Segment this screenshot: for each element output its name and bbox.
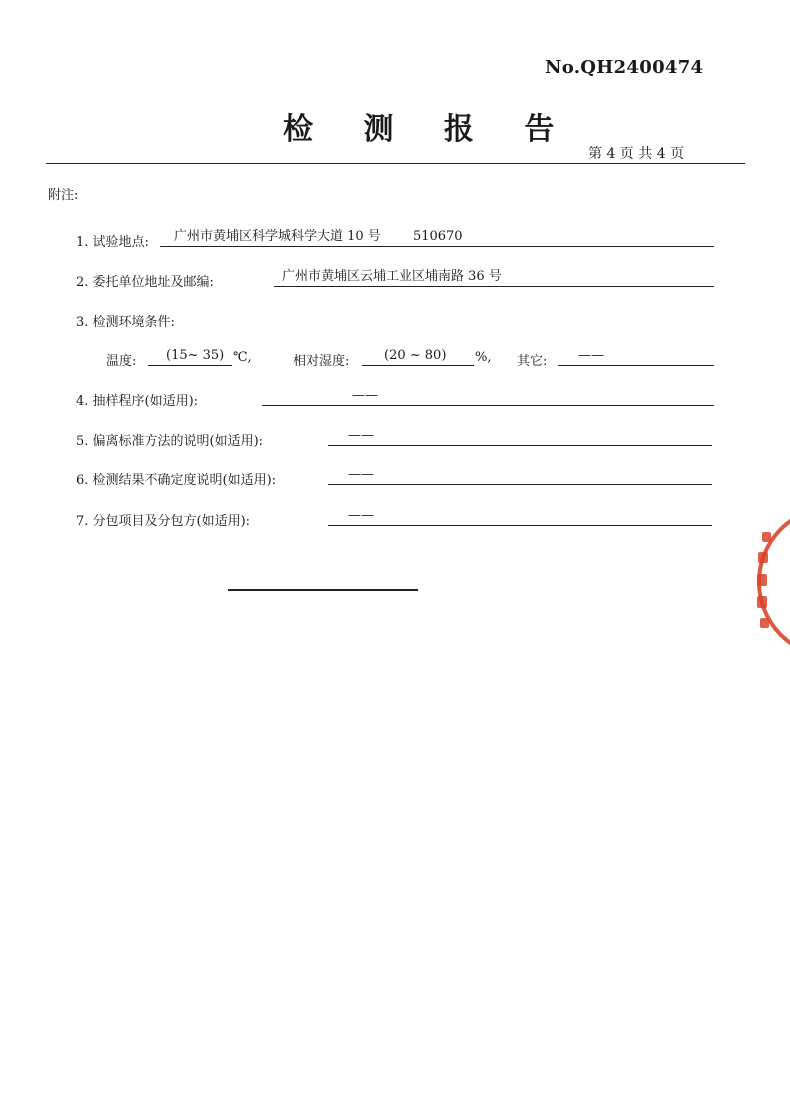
report-number: No.QH2400474	[545, 57, 704, 78]
client-address-value: 广州市黄埔区云埔工业区埔南路 36 号	[282, 269, 502, 284]
temperature-label: 温度:	[106, 354, 137, 369]
sampling-procedure-value: ——	[352, 388, 378, 403]
subcontracting-label: 7. 分包项目及分包方(如适用):	[76, 514, 251, 529]
method-deviation-field	[328, 428, 712, 446]
method-deviation-label: 5. 偏离标准方法的说明(如适用):	[76, 434, 264, 449]
subcontracting-field	[328, 508, 712, 526]
test-location-label: 1. 试验地点:	[76, 235, 149, 250]
test-location-postcode: 510670	[412, 229, 463, 244]
sampling-procedure-field	[262, 388, 714, 406]
uncertainty-label: 6. 检测结果不确定度说明(如适用):	[76, 473, 277, 488]
humidity-field	[362, 348, 474, 366]
humidity-unit: %,	[475, 350, 492, 365]
temperature-field	[148, 348, 232, 366]
env-conditions-label: 3. 检测环境条件:	[76, 315, 175, 330]
header-divider	[46, 163, 745, 164]
other-conditions-field	[558, 348, 714, 366]
sampling-procedure-label: 4. 抽样程序(如适用):	[76, 394, 199, 409]
uncertainty-value: ——	[348, 467, 374, 482]
notes-heading: 附注:	[48, 188, 79, 203]
humidity-value: (20 ~ 80)	[384, 348, 447, 363]
client-address-field	[274, 269, 714, 287]
other-conditions-value: ——	[578, 348, 604, 363]
method-deviation-value: ——	[348, 428, 374, 443]
other-conditions-label: 其它:	[517, 354, 548, 369]
page-info: 第 4 页 共 4 页	[588, 146, 685, 162]
official-seal	[752, 512, 790, 662]
end-of-report-line	[228, 589, 418, 591]
subcontracting-value: ——	[348, 508, 374, 523]
humidity-label: 相对湿度:	[293, 354, 350, 369]
test-location-field	[160, 229, 714, 247]
uncertainty-field	[328, 467, 712, 485]
temperature-value: (15~ 35)	[166, 348, 225, 363]
report-title: 检 测 报 告	[283, 112, 575, 147]
temperature-unit: ℃,	[233, 350, 252, 365]
client-address-label: 2. 委托单位地址及邮编:	[76, 275, 214, 290]
test-location-value: 广州市黄埔区科学城科学大道 10 号	[174, 229, 381, 244]
